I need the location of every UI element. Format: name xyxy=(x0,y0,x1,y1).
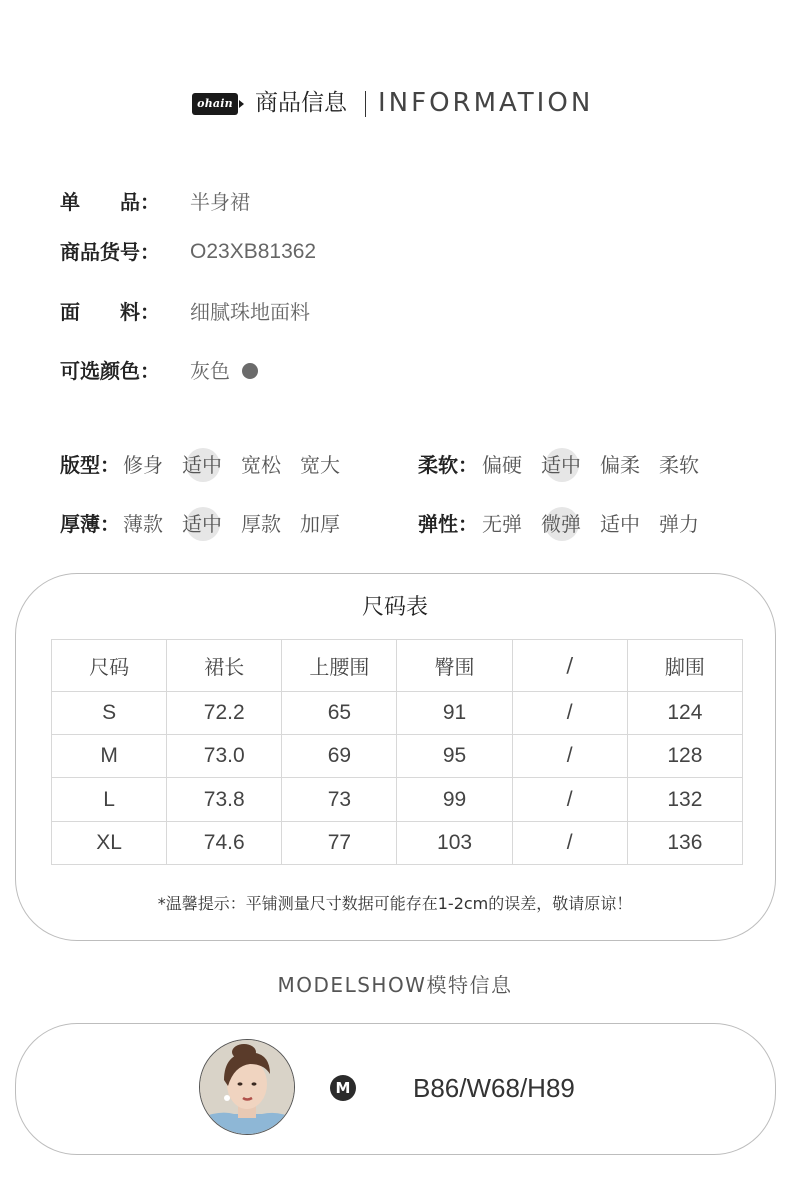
attr-option: 适中 xyxy=(600,512,640,536)
section-title-cn: 商品信息 xyxy=(255,90,347,116)
attr-option: 弹力 xyxy=(659,512,699,536)
brand-logo: ohain xyxy=(192,93,238,115)
attr-option: 无弹 xyxy=(482,512,522,536)
table-row xyxy=(52,778,743,821)
info-label-color: 可选颜色： xyxy=(60,359,160,383)
table-cell: 72.2 xyxy=(167,691,282,734)
attr-option: 宽松 xyxy=(241,453,281,477)
attr-option: 宽大 xyxy=(300,453,340,477)
table-cell: 73.0 xyxy=(167,735,282,778)
table-cell: 65 xyxy=(282,691,397,734)
attr-option: 偏柔 xyxy=(600,453,640,477)
model-portrait-image xyxy=(200,1040,295,1135)
table-header-cell: / xyxy=(512,640,627,692)
table-cell: M xyxy=(52,735,167,778)
table-header-cell: 臀围 xyxy=(397,640,512,692)
table-cell: 124 xyxy=(627,691,742,734)
table-cell: 95 xyxy=(397,735,512,778)
info-label-fabric: 面 料： xyxy=(60,300,160,324)
section-title-en: INFORMATION xyxy=(378,88,594,118)
table-cell: 77 xyxy=(282,821,397,864)
table-cell: 136 xyxy=(627,821,742,864)
attr-option: 修身 xyxy=(123,453,163,477)
attr-title-softness: 柔软： xyxy=(418,453,478,477)
table-cell: 99 xyxy=(397,778,512,821)
attr-option: 薄款 xyxy=(123,512,163,536)
table-cell: L xyxy=(52,778,167,821)
info-value-color: 灰色 xyxy=(190,359,230,383)
model-card xyxy=(15,1023,776,1155)
info-label-sku: 商品货号： xyxy=(60,240,160,264)
attr-title-elasticity: 弹性： xyxy=(418,512,478,536)
table-header-cell: 裙长 xyxy=(167,640,282,692)
table-header-cell: 上腰围 xyxy=(282,640,397,692)
attr-title-fit: 版型： xyxy=(60,453,120,477)
table-header-cell: 脚围 xyxy=(627,640,742,692)
table-row xyxy=(52,821,743,864)
size-table xyxy=(51,639,743,865)
table-header-cell: 尺码 xyxy=(52,640,167,692)
color-swatch xyxy=(242,363,258,379)
table-cell: XL xyxy=(52,821,167,864)
table-cell: 103 xyxy=(397,821,512,864)
size-chart-title: 尺码表 xyxy=(361,595,428,620)
model-section-title: MODELSHOW模特信息 xyxy=(277,973,513,997)
table-row xyxy=(52,691,743,734)
attr-title-thickness: 厚薄： xyxy=(60,512,120,536)
info-value-fabric: 细腻珠地面料 xyxy=(190,300,310,324)
table-cell: 74.6 xyxy=(167,821,282,864)
table-cell: 91 xyxy=(397,691,512,734)
attr-option: 柔软 xyxy=(659,453,699,477)
table-cell: S xyxy=(52,691,167,734)
table-row xyxy=(52,735,743,778)
attr-option-selected: 适中 xyxy=(182,453,222,477)
table-cell: 73.8 xyxy=(167,778,282,821)
attr-option: 厚款 xyxy=(241,512,281,536)
table-header-row xyxy=(52,640,743,692)
model-size-badge: M xyxy=(330,1075,356,1101)
attr-option: 加厚 xyxy=(300,512,340,536)
logo-arrow-icon xyxy=(239,100,244,108)
measurement-note: *温馨提示：平铺测量尺寸数据可能存在1-2cm的误差，敬请原谅！ xyxy=(157,894,633,913)
table-cell: / xyxy=(512,778,627,821)
model-avatar xyxy=(199,1039,295,1135)
info-value-sku: O23XB81362 xyxy=(190,240,317,263)
attr-option-selected: 适中 xyxy=(182,512,222,536)
model-measurements: B86/W68/H89 xyxy=(413,1073,575,1103)
attr-option-selected: 微弹 xyxy=(541,512,581,536)
table-cell: 128 xyxy=(627,735,742,778)
info-label-item: 单 品： xyxy=(60,190,160,214)
table-cell: / xyxy=(512,691,627,734)
info-value-item: 半身裙 xyxy=(190,190,250,214)
table-cell: 73 xyxy=(282,778,397,821)
table-cell: / xyxy=(512,735,627,778)
attr-option: 偏硬 xyxy=(482,453,522,477)
table-cell: 69 xyxy=(282,735,397,778)
title-divider xyxy=(365,91,366,117)
table-cell: 132 xyxy=(627,778,742,821)
table-cell: / xyxy=(512,821,627,864)
attr-option-selected: 适中 xyxy=(541,453,581,477)
